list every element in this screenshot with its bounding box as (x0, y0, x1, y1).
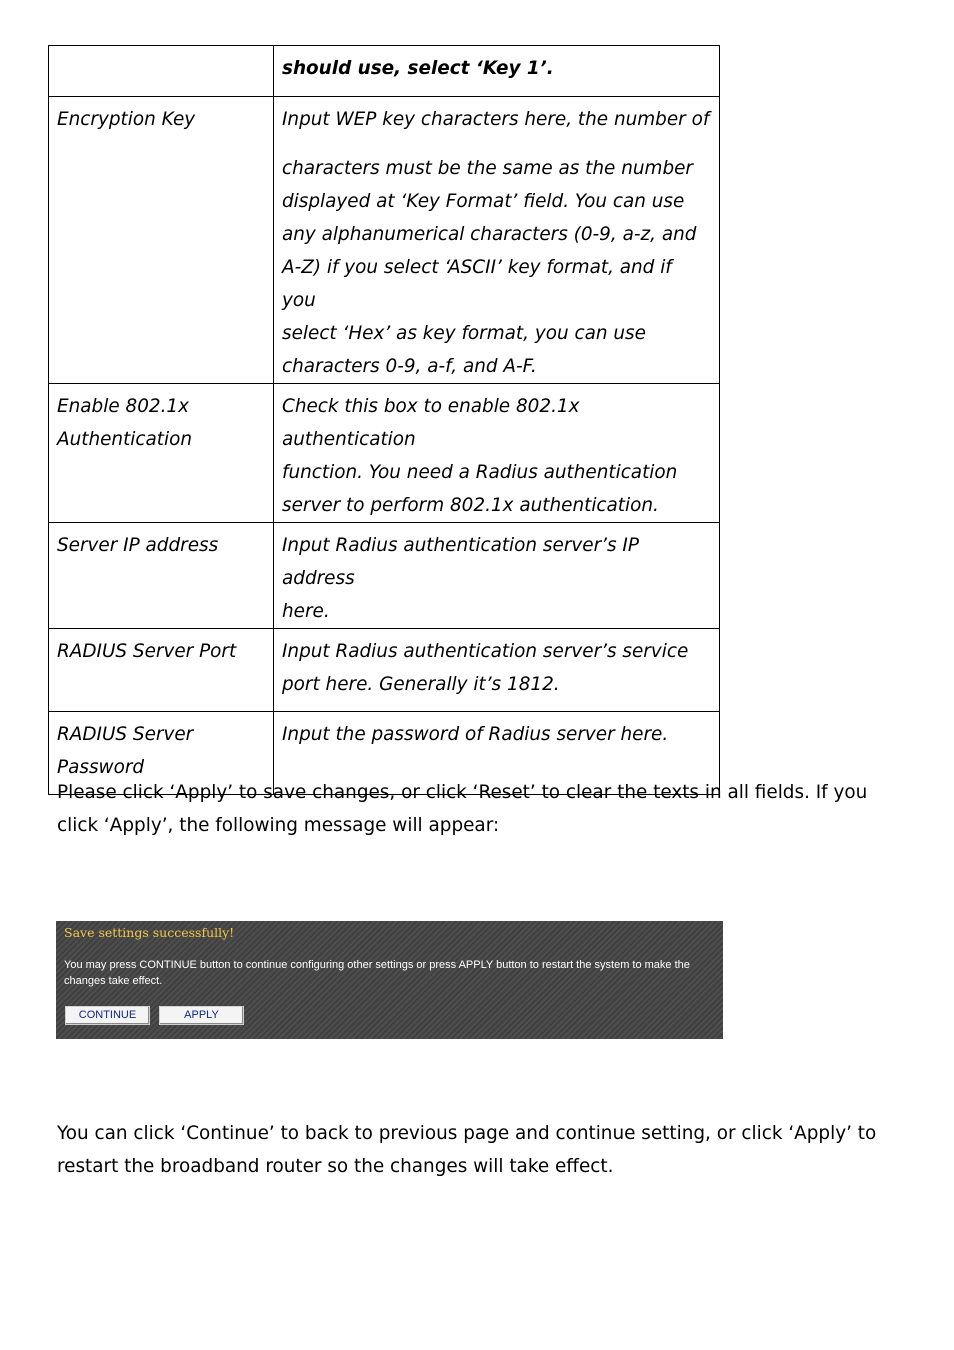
apply-instructions-paragraph: Please click ‘Apply’ to save changes, or click ‘Reset’ to clear the texts in all fields. If you click ‘Apply’, the following message will appear: (57, 782, 868, 836)
field-description: should use, select ‘Key 1’. (282, 58, 554, 79)
field-name: RADIUS Server Port (57, 641, 237, 662)
field-name: Encryption Key (57, 109, 196, 130)
field-description-cell (274, 97, 720, 384)
table-row (49, 629, 720, 712)
field-description: Input Radius authentication server’s service port here. Generally it’s 1812. (282, 641, 689, 695)
dialog-message: You may press CONTINUE button to continue configuring other settings or press APPLY button to restart the system to make the changes take effect. (64, 959, 690, 987)
field-name-cell (49, 629, 274, 712)
table-row (49, 384, 720, 523)
dialog-title: Save settings successfully! (64, 925, 235, 940)
field-name: Server IP address (57, 535, 219, 556)
field-name-cell (49, 523, 274, 629)
field-name-cell (49, 97, 274, 384)
continue-button[interactable]: CONTINUE (65, 1006, 150, 1025)
field-description-cell (274, 384, 720, 523)
field-description-cell (274, 46, 720, 97)
field-name-cell (49, 46, 274, 97)
field-name: Enable 802.1x Authentication (57, 396, 193, 450)
field-description-first-line: Input WEP key characters here, the number of (282, 109, 710, 130)
field-description-cell (274, 523, 720, 629)
table-row (49, 46, 720, 97)
field-description: Input the password of Radius server here. (282, 724, 669, 745)
field-name-cell (49, 384, 274, 523)
table-row (49, 523, 720, 629)
field-description: characters must be the same as the number displayed at ‘Key Format’ field. You can use any alphanumerical characters (0-9, a-z, and A-Z) if you select ‘ASCII’ key format, and if you select ‘Hex’ as key format, you can use characters 0-9, a-f, and A-F. (282, 158, 697, 377)
field-name: RADIUS Server Password (57, 724, 194, 778)
continue-apply-explanation-paragraph: You can click ‘Continue’ to back to previous page and continue setting, or click ‘Apply’ to restart the broadband router so the changes will take effect. (57, 1123, 877, 1177)
field-description-cell (274, 629, 720, 712)
field-description: Input Radius authentication server’s IP address here. (282, 535, 639, 622)
settings-description-table (48, 45, 720, 795)
save-success-dialog-screenshot (56, 921, 723, 1039)
field-description: Check this box to enable 802.1x authentication function. You need a Radius authentication server to perform 802.1x authentication. (282, 396, 678, 516)
apply-button[interactable]: APPLY (159, 1006, 244, 1025)
table-row (49, 97, 720, 384)
